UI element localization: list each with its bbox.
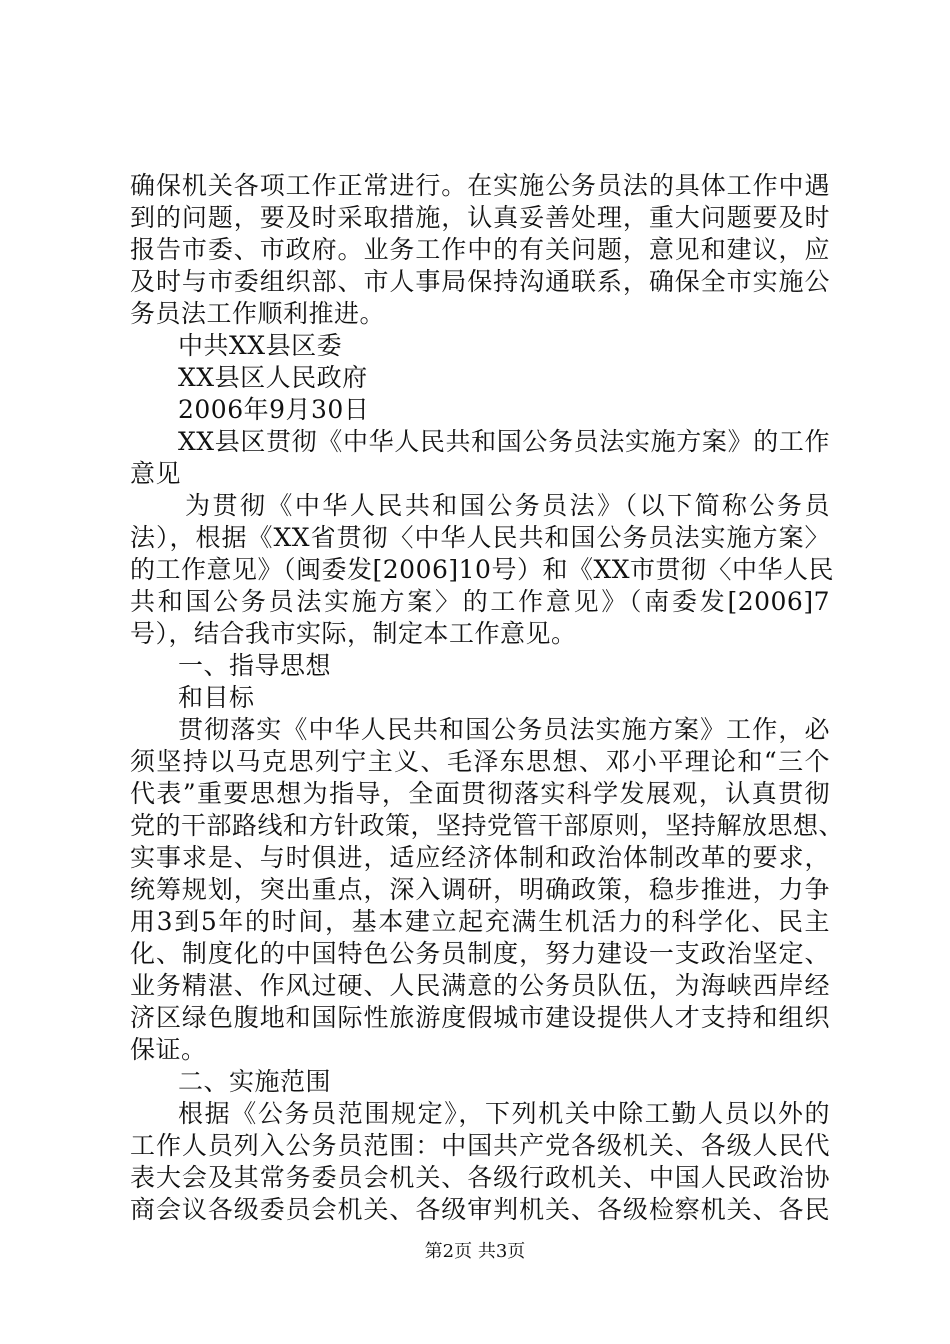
text-line: 意见 — [130, 459, 182, 488]
text-line: 的工作意见》（闽委发[2006]10号）和《XX市贯彻〈中华人民 — [130, 555, 835, 584]
text-line: 和目标 — [178, 683, 255, 712]
text-line: 根据《公务员范围规定》，下列机关中除工勤人员以外的 — [178, 1099, 830, 1128]
text-line: 及时与市委组织部、市人事局保持沟通联系，确保全市实施公 — [130, 267, 830, 296]
text-line: 法），根据《XX省贯彻〈中华人民共和国公务员法实施方案〉 — [130, 523, 830, 552]
text-line: 须坚持以马克思列宁主义、毛泽东思想、邓小平理论和“三个 — [130, 747, 830, 776]
text-line: 表大会及其常务委员会机关、各级行政机关、中国人民政治协 — [130, 1163, 830, 1192]
text-line: 济区绿色腹地和国际性旅游度假城市建设提供人才支持和组织 — [130, 1003, 830, 1032]
text-line: 党的干部路线和方针政策，坚持党管干部原则，坚持解放思想、 — [130, 811, 845, 840]
text-line: 2006年9月30日 — [178, 395, 370, 424]
text-line: 号），结合我市实际，制定本工作意见。 — [130, 619, 577, 648]
text-line: 实事求是、与时俱进，适应经济体制和政治体制改革的要求， — [130, 843, 830, 872]
text-line: 为贯彻《中华人民共和国公务员法》（以下简称公务员 — [185, 491, 830, 520]
text-line: 二、实施范围 — [178, 1067, 332, 1096]
text-line: 报告市委、市政府。业务工作中的有关问题，意见和建议，应 — [130, 235, 830, 264]
text-line: XX县区贯彻《中华人民共和国公务员法实施方案》的工作 — [178, 427, 830, 456]
text-line: 统筹规划，突出重点，深入调研，明确政策，稳步推进，力争 — [130, 875, 830, 904]
text-line: 保证。 — [130, 1035, 207, 1064]
text-line: 代表”重要思想为指导，全面贯彻落实科学发展观，认真贯彻 — [130, 779, 830, 808]
text-line: 贯彻落实《中华人民共和国公务员法实施方案》工作，必 — [178, 715, 830, 744]
text-line: 一、指导思想 — [178, 651, 332, 680]
text-line: 用3到5年的时间，基本建立起充满生机活力的科学化、民主 — [130, 907, 830, 936]
text-line: 化、制度化的中国特色公务员制度，努力建设一支政治坚定、 — [130, 939, 830, 968]
text-line: XX县区人民政府 — [178, 363, 368, 392]
text-line: 中共XX县区委 — [178, 331, 343, 360]
page-footer: 第2页 共3页 — [424, 1241, 526, 1262]
text-line: 商会议各级委员会机关、各级审判机关、各级检察机关、各民 — [130, 1195, 830, 1224]
text-line: 工作人员列入公务员范围：中国共产党各级机关、各级人民代 — [130, 1131, 830, 1160]
text-line: 到的问题，要及时采取措施，认真妥善处理，重大问题要及时 — [130, 203, 830, 232]
text-line: 业务精湛、作风过硬、人民满意的公务员队伍，为海峡西岸经 — [130, 971, 830, 1000]
text-line: 务员法工作顺利推进。 — [130, 299, 386, 328]
text-line: 确保机关各项工作正常进行。在实施公务员法的具体工作中遇 — [130, 171, 830, 200]
text-line: 共和国公务员法实施方案〉的工作意见》（南委发[2006]7 — [130, 587, 830, 616]
